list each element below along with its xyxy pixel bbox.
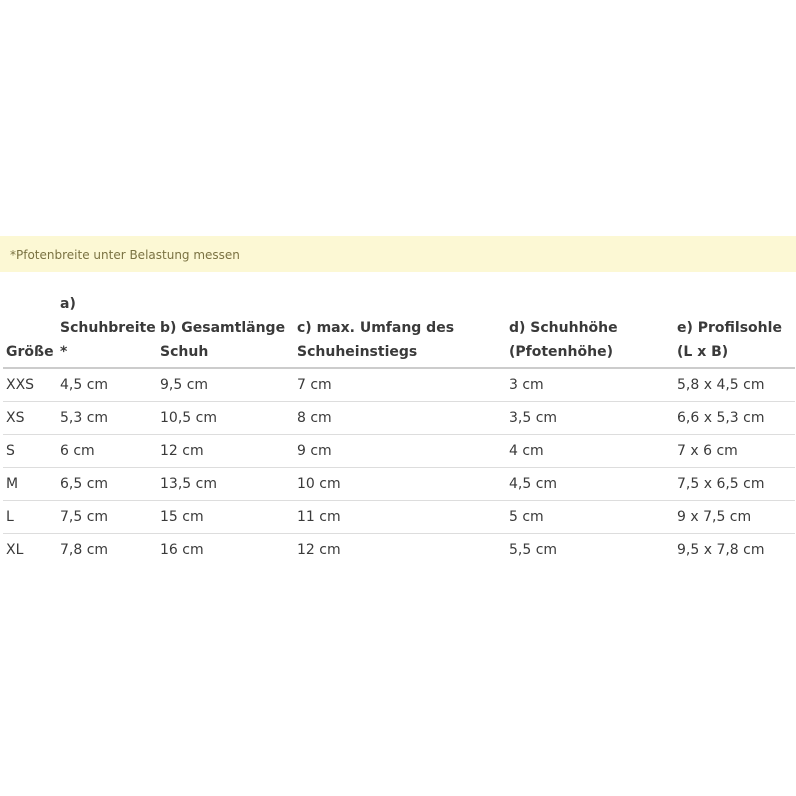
cell-total-length: 10,5 cm <box>157 402 294 435</box>
cell-size: L <box>3 501 57 534</box>
header-max-circumference: c) max. Umfang des Schuheinstiegs <box>294 292 506 368</box>
cell-sole-profile: 9,5 x 7,8 cm <box>677 542 765 558</box>
header-size: Größe <box>3 292 57 368</box>
cell-shoe-height: 5,5 cm <box>509 542 558 558</box>
table-row <box>3 368 795 402</box>
header-total-length: b) Gesamtlänge Schuh <box>157 292 294 368</box>
cell-max-circumference: 9 cm <box>294 435 506 468</box>
cell-sole-profile: 9 x 7,5 cm <box>674 501 795 534</box>
table-row <box>3 435 795 468</box>
header-shoe-width: a) Schuhbreite * <box>57 292 157 368</box>
table-row <box>3 402 795 435</box>
cell-size: XS <box>3 402 57 435</box>
cell-sole-profile: 7,5 x 6,5 cm <box>674 468 795 501</box>
cell-size: XXS <box>3 368 57 402</box>
cell-shoe-height: 3 cm <box>506 368 674 402</box>
cell-shoe-width: 5,3 cm <box>57 402 157 435</box>
cell-total-length: 9,5 cm <box>157 368 294 402</box>
header-sole-profile: e) Profilsohle (L x B) <box>674 292 795 368</box>
cell-shoe-height: 3,5 cm <box>506 402 674 435</box>
cell-shoe-width: 6,5 cm <box>57 468 157 501</box>
cell-sole-profile: 5,8 x 4,5 cm <box>674 368 795 402</box>
cell-shoe-width: 4,5 cm <box>57 368 157 402</box>
cell-max-circumference: 11 cm <box>294 501 506 534</box>
size-table <box>3 292 795 566</box>
cell-total-length: 15 cm <box>157 501 294 534</box>
cell-max-circumference: 10 cm <box>294 468 506 501</box>
cell-shoe-height: 5 cm <box>506 501 674 534</box>
table-row <box>3 501 795 534</box>
header-shoe-height: d) Schuhhöhe (Pfotenhöhe) <box>506 292 674 368</box>
cell-shoe-width: 7,5 cm <box>57 501 157 534</box>
cell-total-length: 12 cm <box>157 435 294 468</box>
cell-max-circumference: 7 cm <box>294 368 506 402</box>
cell-total-length: 13,5 cm <box>157 468 294 501</box>
cell-size: M <box>3 468 57 501</box>
measurement-note-text: *Pfotenbreite unter Belastung messen <box>10 248 240 262</box>
cell-shoe-width: 7,8 cm <box>60 542 109 558</box>
cell-shoe-height: 4,5 cm <box>506 468 674 501</box>
cell-size: S <box>3 435 57 468</box>
cell-max-circumference: 12 cm <box>297 542 341 558</box>
measurement-note <box>0 236 796 272</box>
table-row <box>3 468 795 501</box>
cell-max-circumference: 8 cm <box>294 402 506 435</box>
cell-sole-profile: 6,6 x 5,3 cm <box>674 402 795 435</box>
cell-sole-profile: 7 x 6 cm <box>674 435 795 468</box>
cell-shoe-height: 4 cm <box>506 435 674 468</box>
cell-size: XL <box>6 542 24 558</box>
table-row <box>3 534 795 567</box>
cell-shoe-width: 6 cm <box>57 435 157 468</box>
size-table-header-row <box>3 292 795 368</box>
cell-total-length: 16 cm <box>160 542 204 558</box>
